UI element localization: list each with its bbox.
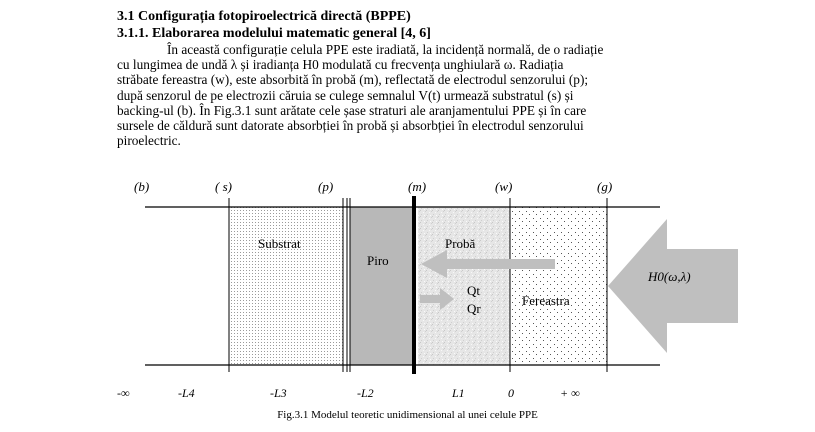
incident-radiation-arrow bbox=[608, 219, 738, 353]
paragraph-line: după senzorul de pe electrozii căruia se culege semnalul V(t) urmează substratul (s) și bbox=[117, 87, 574, 103]
paragraph-line: piroelectric. bbox=[117, 133, 181, 149]
piro-label: Piro bbox=[367, 253, 389, 268]
figure-caption: Fig.3.1 Modelul teoretic unidimensional al unei celule PPE bbox=[277, 409, 538, 421]
qr-label: Qr bbox=[467, 301, 481, 316]
axis-label-l2: -L2 bbox=[357, 386, 374, 400]
paragraph-line: sursele de căldură sunt datorate absorbției în probă și absorbției în electrodul senzorului bbox=[117, 118, 584, 134]
proba-region bbox=[418, 207, 510, 365]
paragraph-line: cu lungimea de undă λ și iradianța H0 modulată cu frecvența unghiulară ω. Radiația bbox=[117, 57, 564, 73]
label-b: (b) bbox=[134, 179, 150, 194]
paragraph-line: backing-ul (b). În Fig.3.1 sunt arătate cele șase straturi ale aranjamentului PPE și în care bbox=[117, 102, 587, 118]
subsection-heading: 3.1.1. Elaborarea modelului matematic general [4, 6] bbox=[117, 26, 431, 41]
axis-label-l1: L1 bbox=[452, 386, 465, 400]
paragraph-line: străbate fereastra (w), este absorbită în probă (m), reflectată de electrodul senzorului (p); bbox=[117, 72, 589, 88]
axis-label-zero: 0 bbox=[508, 386, 514, 400]
axis-label-l3: -L3 bbox=[270, 386, 287, 400]
label-g: (g) bbox=[597, 179, 613, 194]
axis-label-minus-inf: -∞ bbox=[117, 386, 130, 400]
axis-label-l4: -L4 bbox=[178, 386, 195, 400]
section-heading: 3.1 Configurația fotopiroelectrică directă (BPPE) bbox=[117, 9, 411, 24]
piro-region bbox=[350, 207, 412, 365]
label-s: ( s) bbox=[215, 179, 232, 194]
label-m: (m) bbox=[408, 179, 427, 194]
fereastra-label: Fereastra bbox=[522, 293, 570, 308]
substrat-label: Substrat bbox=[258, 236, 301, 251]
qt-label: Qt bbox=[467, 283, 480, 298]
substrat-region bbox=[229, 207, 343, 365]
label-p: (p) bbox=[318, 179, 334, 194]
source-label: H0(ω,λ) bbox=[648, 269, 691, 284]
fereastra-region bbox=[510, 207, 607, 365]
proba-label: Probă bbox=[445, 236, 476, 251]
label-w: (w) bbox=[495, 179, 513, 194]
axis-label-plus-inf: + ∞ bbox=[560, 386, 580, 400]
paragraph-line: În această configurație celula PPE este iradiată, la incidență normală, de o radiație bbox=[167, 42, 604, 57]
